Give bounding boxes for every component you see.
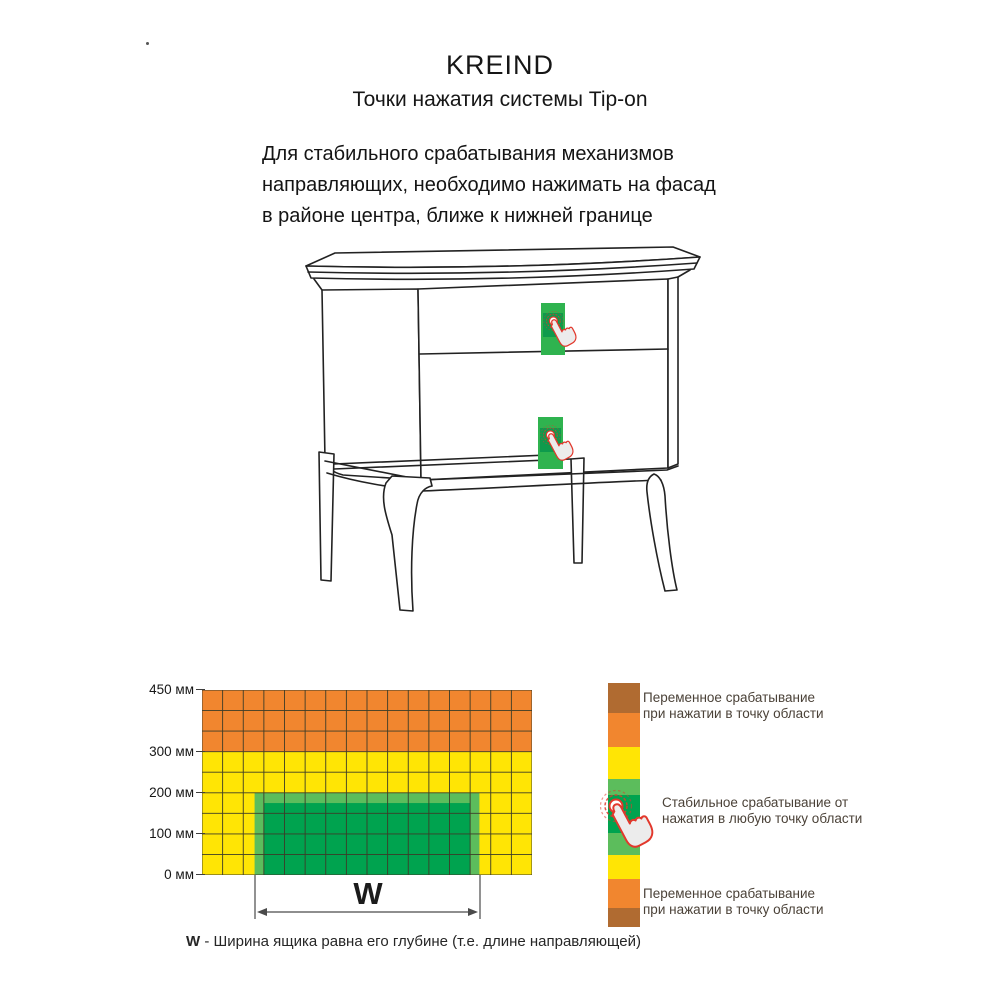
cabinet-side-panel bbox=[322, 289, 421, 480]
legend-line: при нажатии в точку области bbox=[643, 902, 824, 917]
y-tick-mark bbox=[196, 792, 205, 793]
legend-line: нажатия в любую точку области bbox=[662, 811, 863, 826]
caption-term: W bbox=[186, 933, 201, 950]
legend-bar-segment bbox=[608, 908, 640, 927]
press-zone-grid bbox=[202, 690, 532, 875]
y-tick-mark bbox=[196, 689, 205, 690]
legend-line: Переменное срабатывание bbox=[643, 690, 816, 705]
arrowhead-right bbox=[468, 908, 478, 916]
legend-bar-segment bbox=[608, 879, 640, 908]
width-dimension-label: W bbox=[353, 876, 383, 911]
caption-text: - Ширина ящика равна его глубине (т.е. длине направляющей) bbox=[200, 933, 641, 950]
legend-bar-segment bbox=[608, 713, 640, 747]
page-subtitle: Точки нажатия системы Tip-on bbox=[352, 88, 648, 111]
y-tick-mark bbox=[196, 751, 205, 752]
leg-back-left bbox=[319, 452, 334, 581]
chart-caption bbox=[186, 933, 641, 950]
leg-front-right bbox=[647, 474, 677, 591]
intro-line: в районе центра, ближе к нижней границе bbox=[262, 205, 653, 227]
y-tick-mark bbox=[196, 833, 205, 834]
legend-line: при нажатии в точку области bbox=[643, 706, 824, 721]
intro-line: направляющих, необходимо нажимать на фасад bbox=[262, 174, 716, 196]
intro-line: Для стабильного срабатывания механизмов bbox=[262, 143, 674, 165]
legend-bar-segment bbox=[608, 683, 640, 713]
legend-bar-segment bbox=[608, 747, 640, 779]
arrowhead-left bbox=[257, 908, 267, 916]
y-tick-label-200: 200 мм bbox=[149, 785, 194, 800]
y-tick-label-450: 450 мм bbox=[149, 682, 194, 697]
y-tick-label-300: 300 мм bbox=[149, 744, 194, 759]
intro-text bbox=[262, 139, 782, 232]
y-tick-label-0: 0 мм bbox=[164, 867, 194, 882]
brand-title: KREIND bbox=[445, 50, 554, 80]
legend-line: Переменное срабатывание bbox=[643, 886, 816, 901]
leg-front-left bbox=[384, 476, 432, 611]
cabinet-body bbox=[322, 277, 678, 480]
legend-entry-stable bbox=[662, 795, 862, 827]
nightstand-drawing bbox=[240, 240, 760, 630]
legend-entry-variable-bottom bbox=[643, 886, 824, 918]
y-tick-label-100: 100 мм bbox=[149, 826, 194, 841]
cabinet-corner-post bbox=[668, 277, 678, 468]
legend-entry-variable-top bbox=[643, 690, 824, 722]
legend-line: Стабильное срабатывание от bbox=[662, 795, 849, 810]
dot-artifact bbox=[146, 42, 149, 45]
